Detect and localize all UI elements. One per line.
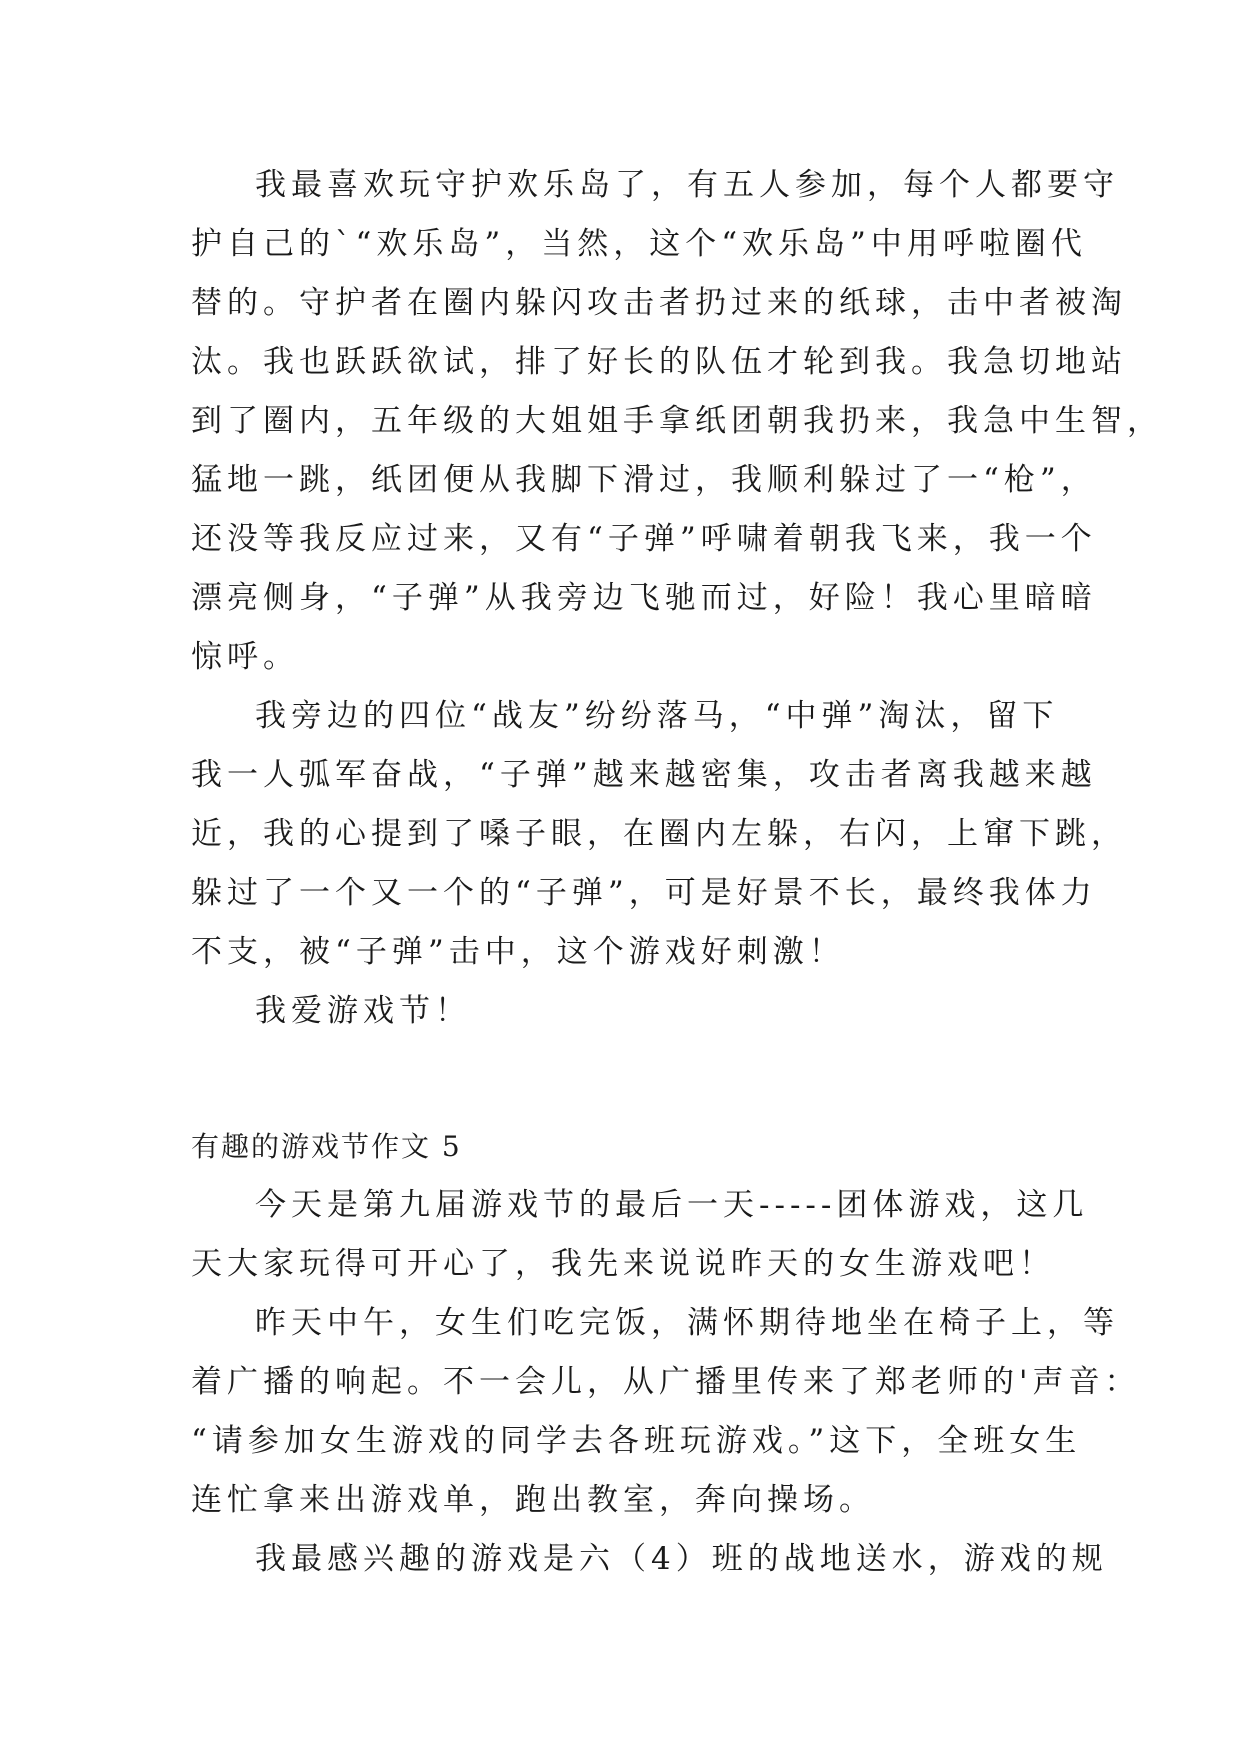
- paragraph-line: 近，我的心提到了嗓子眼，在圈内左躲，右闪，上窜下跳，: [191, 816, 1127, 852]
- paragraph-line: “请参加女生游戏的同学去各班玩游戏。”这下，全班女生: [191, 1423, 1082, 1459]
- paragraph-line: 漂亮侧身，“子弹”从我旁边飞驰而过，好险！我心里暗暗: [191, 580, 1097, 616]
- paragraph-line: 不支，被“子弹”击中，这个游戏好刺激！: [191, 934, 845, 970]
- paragraph-line: 惊呼。: [191, 639, 299, 675]
- paragraph-line: 我旁边的四位“战友”纷纷落马，“中弹”淘汰，留下: [255, 698, 1059, 734]
- paragraph-line: 我一人弧军奋战，“子弹”越来越密集，攻击者离我越来越: [191, 757, 1097, 793]
- essay-section-1: [191, 156, 1163, 1041]
- paragraph-line: 躲过了一个又一个的“子弹”，可是好景不长，最终我体力: [191, 875, 1097, 911]
- paragraph-line: 我最喜欢玩守护欢乐岛了，有五人参加，每个人都要守: [255, 167, 1119, 203]
- paragraph: [191, 1294, 1141, 1530]
- essay-section-2: [191, 1117, 1141, 1589]
- paragraph-line: 猛地一跳，纸团便从我脚下滑过，我顺利躲过了一“枪”，: [191, 462, 1097, 498]
- paragraph-line: 还没等我反应过来，又有“子弹”呼啸着朝我飞来，我一个: [191, 521, 1097, 557]
- paragraph-line: 到了圈内，五年级的大姐姐手拿纸团朝我扔来，我急中生智，: [191, 403, 1163, 439]
- paragraph: [191, 687, 1127, 982]
- paragraph: [191, 982, 1051, 1041]
- paragraph: [191, 156, 1163, 687]
- paragraph: [191, 1176, 1089, 1294]
- paragraph: [191, 1530, 1108, 1589]
- paragraph-line: 今天是第九届游戏节的最后一天-----团体游戏，这几: [255, 1187, 1089, 1223]
- paragraph-line: 护自己的`“欢乐岛”，当然，这个“欢乐岛”中用呼啦圈代: [191, 226, 1087, 262]
- paragraph-line: 着广播的响起。不一会儿，从广播里传来了郑老师的'声音：: [191, 1364, 1141, 1400]
- paragraph-line: 昨天中午，女生们吃完饭，满怀期待地坐在椅子上，等: [255, 1305, 1119, 1341]
- paragraph-line: 替的。守护者在圈内躲闪攻击者扔过来的纸球，击中者被淘: [191, 285, 1127, 321]
- essay-title: 有趣的游戏节作文 5: [191, 1130, 462, 1163]
- paragraph-line: 天大家玩得可开心了，我先来说说昨天的女生游戏吧！: [191, 1246, 1055, 1282]
- paragraph-line: 我爱游戏节！: [255, 993, 471, 1029]
- paragraph-line: 汰。我也跃跃欲试，排了好长的队伍才轮到我。我急切地站: [191, 344, 1127, 380]
- paragraph-line: 我最感兴趣的游戏是六（4）班的战地送水，游戏的规: [255, 1541, 1108, 1577]
- paragraph-line: 连忙拿来出游戏单，跑出教室，奔向操场。: [191, 1482, 875, 1518]
